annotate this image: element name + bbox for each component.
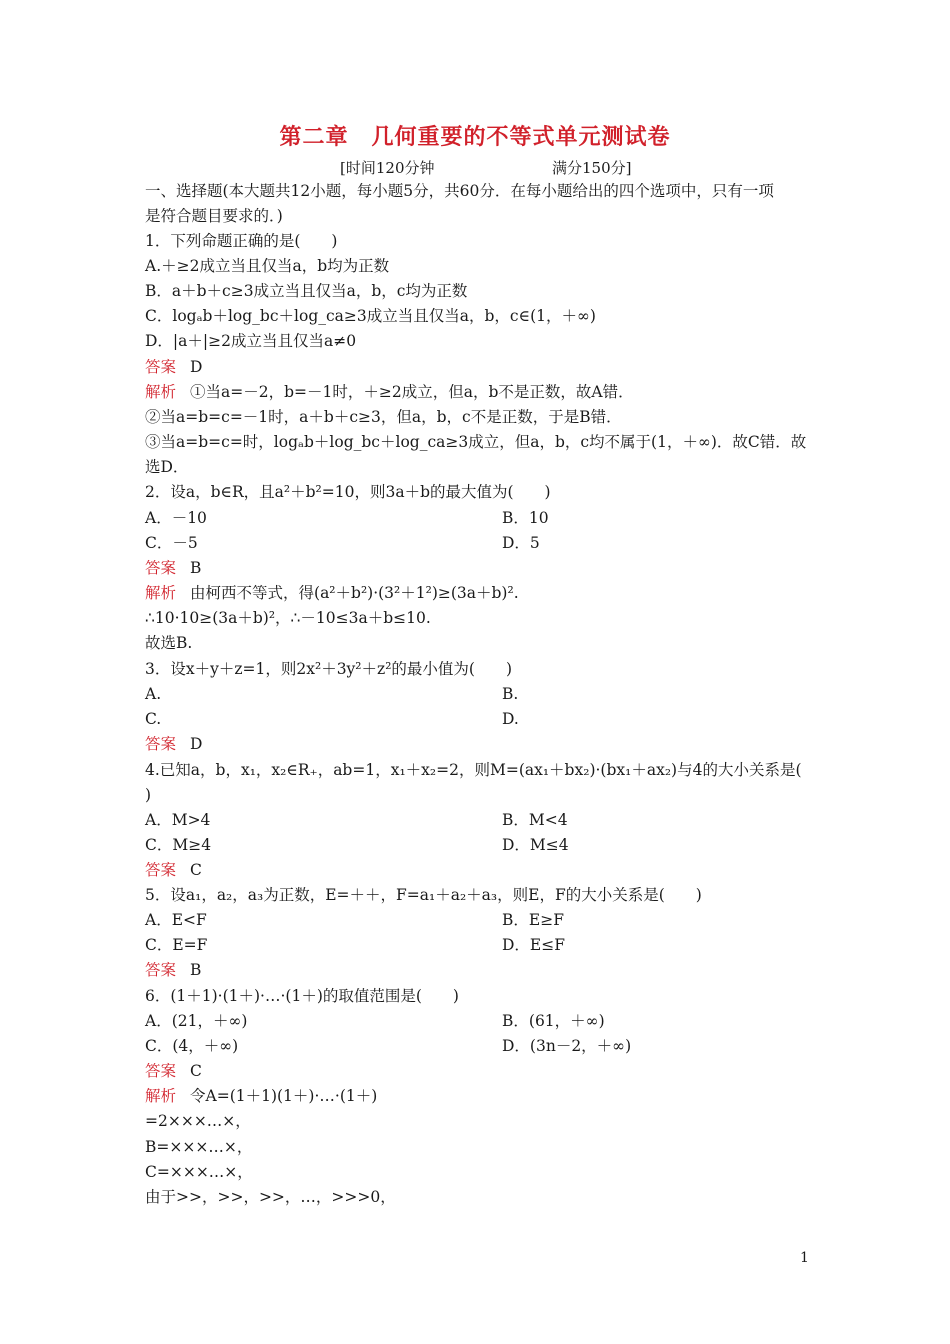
q2-option-b: B．10 bbox=[502, 509, 549, 527]
section-heading-line1: 一、选择题(本大题共12小题，每小题5分，共60分．在每小题给出的四个选项中，只有一项 bbox=[145, 182, 774, 200]
answer-value: D bbox=[190, 358, 203, 376]
q2-option-c: C．－5 bbox=[145, 534, 198, 552]
q5-option-d: D．E≤F bbox=[502, 936, 565, 954]
q1-stem: 1．下列命题正确的是( ) bbox=[145, 232, 338, 250]
analysis-text: 由柯西不等式，得(a²＋b²)·(3²＋1²)≥(3a＋b)². bbox=[190, 584, 519, 602]
page-title: 第二章 几何重要的不等式单元测试卷 bbox=[279, 124, 671, 150]
analysis-text: ①当a=－2，b=－1时，＋≥2成立，但a，b不是正数，故A错． bbox=[190, 383, 634, 401]
q2-analysis-line2: ∴10·10≥(3a＋b)²，∴－10≤3a＋b≤10. bbox=[145, 609, 431, 627]
q5-option-b: B．E≥F bbox=[502, 911, 564, 929]
q3-option-a: A. bbox=[145, 685, 162, 703]
answer-value: B bbox=[190, 559, 202, 577]
analysis-label: 解析 bbox=[145, 584, 177, 602]
answer-value: C bbox=[190, 1062, 202, 1080]
q6-stem: 6．(1＋1)·(1＋)·…·(1＋)的取值范围是( ) bbox=[145, 987, 459, 1005]
q4-option-a: A．M>4 bbox=[145, 811, 211, 829]
analysis-text: 令A=(1＋1)(1＋)·…·(1＋) bbox=[190, 1087, 378, 1105]
q6-option-d: D．(3n－2，＋∞) bbox=[502, 1037, 632, 1055]
time-limit: [时间120分钟 bbox=[340, 159, 435, 177]
q5-option-a: A．E<F bbox=[145, 911, 207, 929]
q6-option-b: B．(61，＋∞) bbox=[502, 1012, 605, 1030]
q2-analysis bbox=[145, 583, 519, 603]
answer-label: 答案 bbox=[145, 1062, 177, 1080]
q4-option-d: D．M≤4 bbox=[502, 836, 569, 854]
answer-label: 答案 bbox=[145, 559, 177, 577]
page-number: 1 bbox=[800, 1250, 809, 1266]
answer-label: 答案 bbox=[145, 861, 177, 879]
q6-option-a: A．(21，＋∞) bbox=[145, 1012, 248, 1030]
analysis-label: 解析 bbox=[145, 383, 177, 401]
answer-label: 答案 bbox=[145, 358, 177, 376]
answer-value: D bbox=[190, 735, 203, 753]
answer-label: 答案 bbox=[145, 961, 177, 979]
q3-stem: 3．设x＋y＋z=1，则2x²＋3y²＋z²的最小值为( ) bbox=[145, 660, 512, 678]
q2-option-d: D．5 bbox=[502, 534, 540, 552]
analysis-label: 解析 bbox=[145, 1087, 177, 1105]
answer-value: B bbox=[190, 961, 202, 979]
q1-answer bbox=[145, 357, 202, 377]
q3-answer bbox=[145, 734, 202, 754]
section-heading-line2: 是符合题目要求的．) bbox=[145, 207, 283, 225]
q1-option-b: B．a＋b＋c≥3成立当且仅当a，b，c均为正数 bbox=[145, 282, 468, 300]
q6-analysis-line2: =2×××…×， bbox=[145, 1112, 251, 1130]
full-score: 满分150分] bbox=[552, 159, 632, 177]
q3-option-b: B. bbox=[502, 685, 519, 703]
q6-answer bbox=[145, 1061, 202, 1081]
q6-analysis-line4: C=×××…×， bbox=[145, 1163, 253, 1181]
q2-analysis-line3: 故选B. bbox=[145, 634, 193, 652]
q2-answer bbox=[145, 558, 201, 578]
q1-option-c: C．logₐb＋log_bc＋log_ca≥3成立当且仅当a，b，c∈(1，＋∞) bbox=[145, 307, 596, 325]
q4-option-c: C．M≥4 bbox=[145, 836, 212, 854]
q5-stem: 5．设a₁，a₂，a₃为正数，E=＋＋，F=a₁＋a₂＋a₃，则E，F的大小关系是( ) bbox=[145, 886, 702, 904]
q6-analysis bbox=[145, 1086, 377, 1106]
q6-analysis-line3: B=×××…×， bbox=[145, 1138, 253, 1156]
answer-value: C bbox=[190, 861, 202, 879]
q1-analysis-line2: ②当a=b=c=－1时，a＋b＋c≥3，但a，b，c不是正数，于是B错． bbox=[145, 408, 622, 426]
q4-stem: 4.已知a，b，x₁，x₂∈R₊，ab=1，x₁＋x₂=2，则M=(ax₁＋bx₂)·(bx₁＋ax₂)与4的大小关系是( bbox=[145, 761, 802, 779]
answer-label: 答案 bbox=[145, 735, 177, 753]
q5-option-c: C．E=F bbox=[145, 936, 208, 954]
q6-analysis-line5: 由于>>，>>，>>，…，>>>0， bbox=[145, 1188, 396, 1206]
q1-analysis bbox=[145, 382, 634, 402]
q6-option-c: C．(4，＋∞) bbox=[145, 1037, 239, 1055]
q1-analysis-line4: 选D． bbox=[145, 458, 189, 476]
q3-option-d: D. bbox=[502, 710, 519, 728]
q2-stem: 2．设a，b∈R，且a²＋b²=10，则3a＋b的最大值为( ) bbox=[145, 483, 551, 501]
q4-stem-line2: ) bbox=[145, 786, 152, 804]
q1-analysis-line3: ③当a=b=c=时，logₐb＋log_bc＋log_ca≥3成立，但a，b，c均不属于(1，＋∞)．故C错．故 bbox=[145, 433, 807, 451]
q1-option-d: D．|a＋|≥2成立当且仅当a≠0 bbox=[145, 332, 357, 350]
q1-option-a: A.＋≥2成立当且仅当a，b均为正数 bbox=[145, 257, 390, 275]
q3-option-c: C. bbox=[145, 710, 162, 728]
q4-option-b: B．M<4 bbox=[502, 811, 568, 829]
q4-answer bbox=[145, 860, 202, 880]
q2-option-a: A．－10 bbox=[145, 509, 207, 527]
q5-answer bbox=[145, 960, 201, 980]
